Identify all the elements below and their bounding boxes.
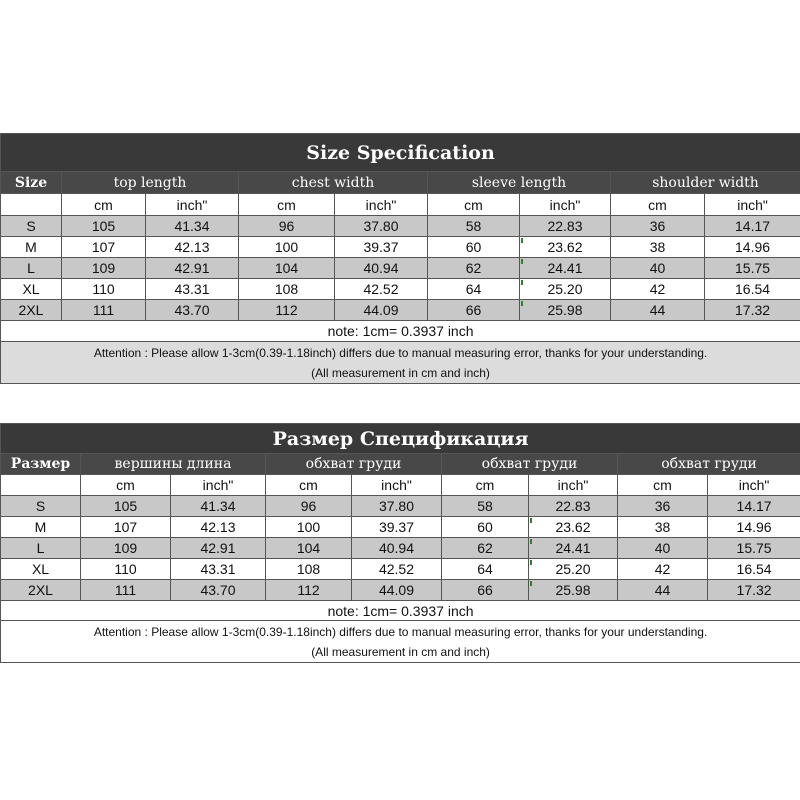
unit-cm: cm bbox=[611, 194, 705, 216]
value-cell: 23.62 bbox=[529, 517, 618, 538]
value-cell: 60 bbox=[428, 237, 520, 258]
table-row bbox=[1, 517, 800, 538]
measure-header: обхват груди bbox=[442, 454, 618, 475]
value-cell: 22.83 bbox=[529, 496, 618, 517]
unit-inch: inch" bbox=[335, 194, 428, 216]
value-cell: 25.20 bbox=[520, 279, 611, 300]
value-cell: 16.54 bbox=[705, 279, 800, 300]
table-row bbox=[1, 237, 800, 258]
value-cell: 58 bbox=[442, 496, 529, 517]
value-cell: 40.94 bbox=[352, 538, 442, 559]
table-row bbox=[1, 496, 800, 517]
table-title-row bbox=[1, 424, 800, 454]
table-row bbox=[1, 538, 800, 559]
conversion-note: note: 1cm= 0.3937 inch bbox=[1, 601, 800, 621]
table-title-row bbox=[1, 134, 800, 172]
size-column-header: Размер bbox=[1, 454, 81, 475]
value-cell: 66 bbox=[442, 580, 529, 601]
attention-text: Attention : Please allow 1-3cm(0.39-1.18inch) differs due to manual measuring error, thanks for your understanding. bbox=[93, 624, 708, 639]
size-cell: L bbox=[1, 258, 62, 279]
table-title: Размер Спецификация bbox=[1, 424, 800, 454]
value-cell: 62 bbox=[442, 538, 529, 559]
attention-text: Attention : Please allow 1-3cm(0.39-1.18inch) differs due to manual measuring error, thanks for your understanding. bbox=[93, 345, 708, 360]
value-cell: 110 bbox=[62, 279, 146, 300]
size-cell: S bbox=[1, 496, 81, 517]
value-cell: 43.70 bbox=[171, 580, 266, 601]
measure-header-row bbox=[1, 172, 800, 194]
value-cell: 111 bbox=[81, 580, 171, 601]
unit-inch: inch" bbox=[146, 194, 239, 216]
value-cell: 107 bbox=[62, 237, 146, 258]
table-row bbox=[1, 216, 800, 237]
value-cell: 42.52 bbox=[352, 559, 442, 580]
attention-cell bbox=[1, 342, 800, 384]
value-cell: 104 bbox=[266, 538, 352, 559]
value-cell: 37.80 bbox=[335, 216, 428, 237]
measure-header: вершины длина bbox=[81, 454, 266, 475]
value-cell: 64 bbox=[428, 279, 520, 300]
value-cell: 42.52 bbox=[335, 279, 428, 300]
value-cell: 41.34 bbox=[171, 496, 266, 517]
value-cell: 104 bbox=[239, 258, 335, 279]
unit-inch: inch" bbox=[529, 475, 618, 496]
value-cell: 40 bbox=[611, 258, 705, 279]
value-cell: 44 bbox=[618, 580, 708, 601]
unit-inch: inch" bbox=[520, 194, 611, 216]
value-cell: 38 bbox=[618, 517, 708, 538]
size-spec-table-en bbox=[0, 133, 800, 384]
unit-cm: cm bbox=[618, 475, 708, 496]
table-title: Size Specification bbox=[1, 134, 800, 172]
value-cell: 109 bbox=[62, 258, 146, 279]
table-row bbox=[1, 559, 800, 580]
size-cell: S bbox=[1, 216, 62, 237]
value-cell: 110 bbox=[81, 559, 171, 580]
blank-cell bbox=[1, 194, 62, 216]
value-cell: 42.91 bbox=[171, 538, 266, 559]
unit-header-row bbox=[1, 194, 800, 216]
value-cell: 62 bbox=[428, 258, 520, 279]
unit-cm: cm bbox=[62, 194, 146, 216]
unit-cm: cm bbox=[442, 475, 529, 496]
table-row bbox=[1, 300, 800, 321]
value-cell: 38 bbox=[611, 237, 705, 258]
value-cell: 96 bbox=[266, 496, 352, 517]
value-cell: 44.09 bbox=[352, 580, 442, 601]
unit-cm: cm bbox=[428, 194, 520, 216]
value-cell: 36 bbox=[618, 496, 708, 517]
measure-header: top length bbox=[62, 172, 239, 194]
value-cell: 64 bbox=[442, 559, 529, 580]
value-cell: 24.41 bbox=[520, 258, 611, 279]
value-cell: 105 bbox=[62, 216, 146, 237]
size-spec-table-ru bbox=[0, 423, 800, 663]
measurement-note: (All measurement in cm and inch) bbox=[311, 644, 490, 659]
size-cell: 2XL bbox=[1, 580, 81, 601]
value-cell: 15.75 bbox=[705, 258, 800, 279]
value-cell: 14.17 bbox=[708, 496, 800, 517]
value-cell: 22.83 bbox=[520, 216, 611, 237]
note-row bbox=[1, 601, 800, 621]
value-cell: 112 bbox=[266, 580, 352, 601]
size-cell: XL bbox=[1, 559, 81, 580]
measure-header-row bbox=[1, 454, 800, 475]
note-row bbox=[1, 321, 800, 342]
value-cell: 24.41 bbox=[529, 538, 618, 559]
value-cell: 100 bbox=[266, 517, 352, 538]
value-cell: 108 bbox=[239, 279, 335, 300]
value-cell: 43.31 bbox=[146, 279, 239, 300]
size-cell: 2XL bbox=[1, 300, 62, 321]
table-row bbox=[1, 258, 800, 279]
value-cell: 43.31 bbox=[171, 559, 266, 580]
value-cell: 37.80 bbox=[352, 496, 442, 517]
value-cell: 111 bbox=[62, 300, 146, 321]
measure-header: обхват груди bbox=[266, 454, 442, 475]
value-cell: 25.20 bbox=[529, 559, 618, 580]
value-cell: 107 bbox=[81, 517, 171, 538]
size-cell: L bbox=[1, 538, 81, 559]
value-cell: 25.98 bbox=[529, 580, 618, 601]
value-cell: 23.62 bbox=[520, 237, 611, 258]
value-cell: 108 bbox=[266, 559, 352, 580]
value-cell: 66 bbox=[428, 300, 520, 321]
value-cell: 17.32 bbox=[708, 580, 800, 601]
value-cell: 25.98 bbox=[520, 300, 611, 321]
value-cell: 36 bbox=[611, 216, 705, 237]
value-cell: 42 bbox=[618, 559, 708, 580]
value-cell: 58 bbox=[428, 216, 520, 237]
size-cell: XL bbox=[1, 279, 62, 300]
value-cell: 96 bbox=[239, 216, 335, 237]
value-cell: 109 bbox=[81, 538, 171, 559]
value-cell: 40 bbox=[618, 538, 708, 559]
value-cell: 17.32 bbox=[705, 300, 800, 321]
unit-cm: cm bbox=[266, 475, 352, 496]
value-cell: 39.37 bbox=[335, 237, 428, 258]
measure-header: sleeve length bbox=[428, 172, 611, 194]
value-cell: 60 bbox=[442, 517, 529, 538]
value-cell: 42 bbox=[611, 279, 705, 300]
value-cell: 43.70 bbox=[146, 300, 239, 321]
unit-cm: cm bbox=[239, 194, 335, 216]
value-cell: 44.09 bbox=[335, 300, 428, 321]
value-cell: 41.34 bbox=[146, 216, 239, 237]
value-cell: 112 bbox=[239, 300, 335, 321]
value-cell: 14.96 bbox=[708, 517, 800, 538]
unit-header-row bbox=[1, 475, 800, 496]
unit-cm: cm bbox=[81, 475, 171, 496]
attention-cell bbox=[1, 621, 800, 663]
value-cell: 42.91 bbox=[146, 258, 239, 279]
attention-row bbox=[1, 342, 800, 384]
measure-header: shoulder width bbox=[611, 172, 800, 194]
unit-inch: inch" bbox=[708, 475, 800, 496]
value-cell: 44 bbox=[611, 300, 705, 321]
unit-inch: inch" bbox=[705, 194, 800, 216]
unit-inch: inch" bbox=[171, 475, 266, 496]
blank-cell bbox=[1, 475, 81, 496]
size-column-header: Size bbox=[1, 172, 62, 194]
value-cell: 39.37 bbox=[352, 517, 442, 538]
table-row bbox=[1, 580, 800, 601]
size-cell: M bbox=[1, 237, 62, 258]
measurement-note: (All measurement in cm and inch) bbox=[311, 365, 490, 380]
size-cell: M bbox=[1, 517, 81, 538]
value-cell: 14.17 bbox=[705, 216, 800, 237]
value-cell: 15.75 bbox=[708, 538, 800, 559]
measure-header: chest width bbox=[239, 172, 428, 194]
unit-inch: inch" bbox=[352, 475, 442, 496]
value-cell: 14.96 bbox=[705, 237, 800, 258]
value-cell: 16.54 bbox=[708, 559, 800, 580]
attention-row bbox=[1, 621, 800, 663]
value-cell: 100 bbox=[239, 237, 335, 258]
value-cell: 42.13 bbox=[146, 237, 239, 258]
value-cell: 40.94 bbox=[335, 258, 428, 279]
value-cell: 42.13 bbox=[171, 517, 266, 538]
table-row bbox=[1, 279, 800, 300]
conversion-note: note: 1cm= 0.3937 inch bbox=[1, 321, 800, 342]
value-cell: 105 bbox=[81, 496, 171, 517]
measure-header: обхват груди bbox=[618, 454, 800, 475]
